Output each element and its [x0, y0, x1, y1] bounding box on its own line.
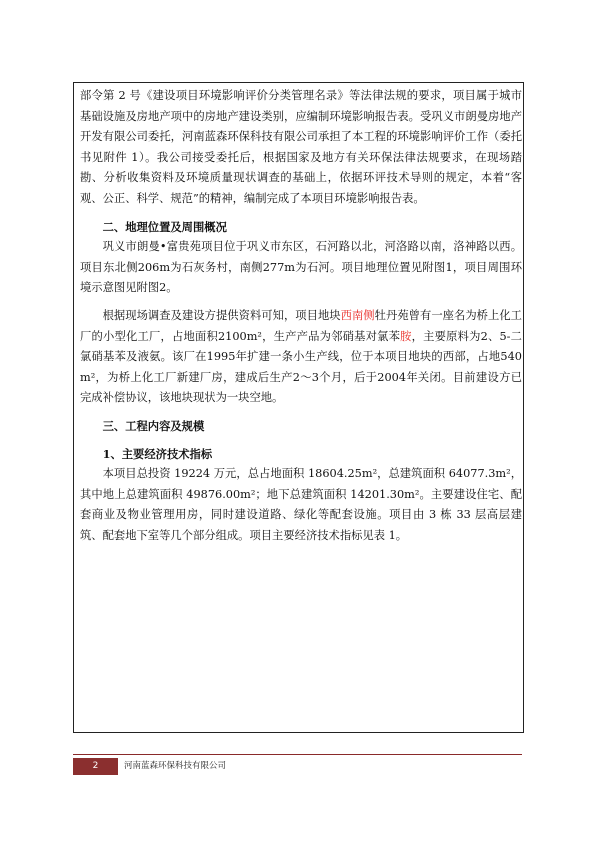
footer-company-name: 河南蓝森环保科技有限公司: [124, 761, 227, 771]
page-number: 2: [73, 758, 118, 775]
site-history-text-e: ，主要原料为2、5-二氯硝基苯及液氨。该厂在1995年扩建一条小生产线，位于本项目地块的西部，占地540 m²，为桥上化工厂新建厂房，建成后生产2～3个月，后于2004年关闭。目前建设方已完成补偿协议，该地块现状为一块空地。: [80, 329, 522, 405]
footer-divider: [73, 754, 522, 755]
paragraph-site-history: [80, 306, 522, 409]
paragraph-indicators: 本项目总投资 19224 万元，总占地面积 18604.25m²，总建筑面积 64077.3m²，其中地上总建筑面积 49876.00m²；地下总建筑面积 14201.30m²。主要建设住宅、配套商业及物业管理用房，同时建设道路、绿化等配套设施。项目由 3 栋 33 层高层建筑、配套地下室等几个部分组成。项目主要经济技术指标见表 1。: [80, 467, 522, 542]
paragraph-assessment-basis: 部令第 2 号《建设项目环境影响评价分类管理名录》等法律法规的要求，项目属于城市基础设施及房地产项中的房地产建设类别，应编制环境影响报告表。受巩义市朗曼房地产开发有限公司委托，河南蓝森环保科技有限公司承担了本工程的环境影响评价工作（委托书见附件 1）。我公司接受委托后，根据国家及地方有关环保法律法规要求，在现场踏勘、分析收集资料及环境质量现状调查的基础上，依据环评技术导则的规定，本着“客观、公正、科学、规范”的精神，编制完成了本项目环境影响报告表。: [80, 89, 522, 205]
heading-economic-indicators: 1、主要经济技术指标: [102, 446, 213, 461]
site-history-text-a: 根据现场调查及建设方提供资料可知，项目地块: [102, 308, 341, 322]
report-body: [80, 86, 522, 546]
site-history-highlight-direction: 西南侧: [340, 308, 375, 322]
heading-project-scope: 三、工程内容及规模: [102, 418, 205, 433]
site-history-highlight-amine: 胺: [400, 329, 412, 343]
heading-location: 二、地理位置及周围概况: [102, 219, 227, 234]
site-history-text-c: 牡丹苑曾有一座名为桥上化工厂的小型化工厂，占地面积2100m²，生产产品为邻硝基对氯苯: [80, 308, 522, 343]
paragraph-location: 巩义市朗曼•富贵苑项目位于巩义市东区，石河路以北，河洛路以南，洛神路以西。项目东北侧206m为石灰务村，南侧277m为石河。项目地理位置见附图1，项目周围环境示意图见附图2。: [80, 240, 522, 295]
